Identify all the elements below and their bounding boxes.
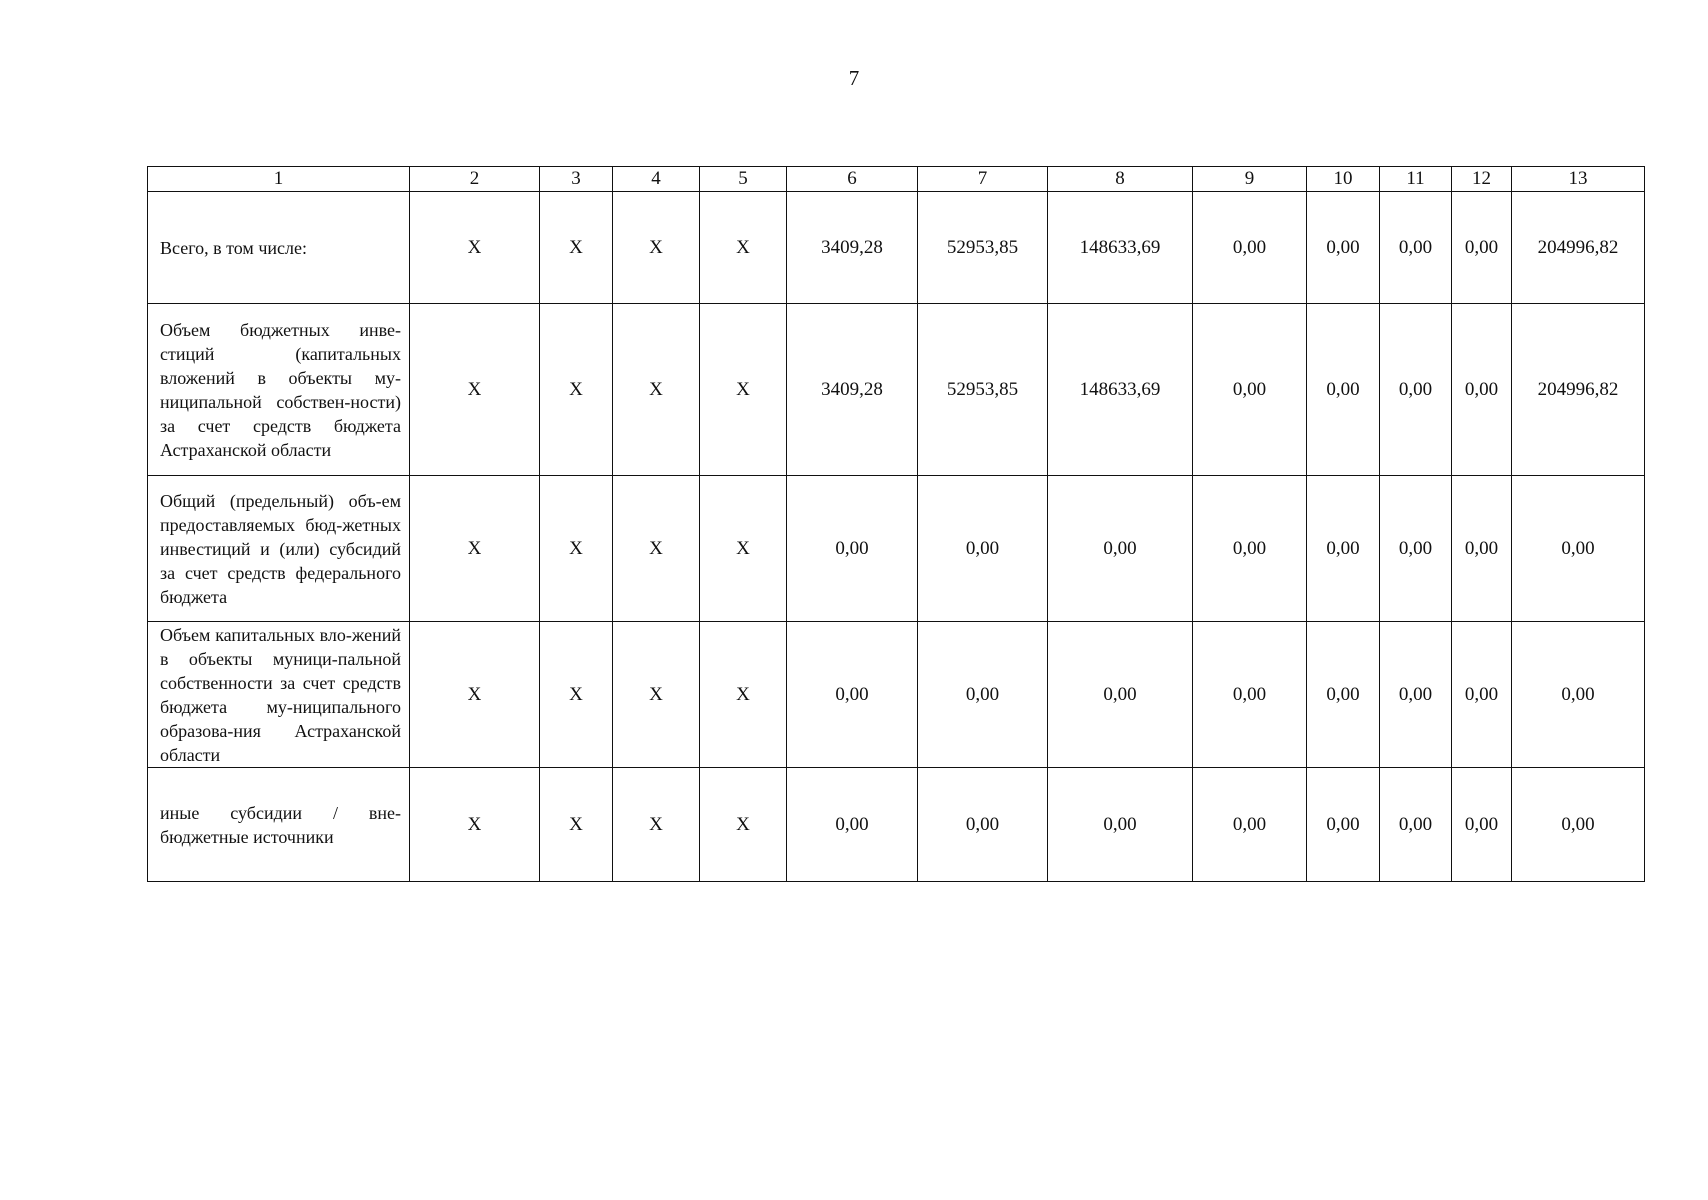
table-cell: X [410, 768, 540, 882]
table-cell: X [540, 192, 613, 304]
table-cell: X [540, 622, 613, 768]
table-cell: 0,00 [1380, 192, 1452, 304]
table-row-regional-budget [148, 304, 1645, 476]
table-cell: 0,00 [918, 476, 1048, 622]
table-cell: 0,00 [1307, 622, 1380, 768]
table-cell: X [700, 768, 787, 882]
table-cell: 0,00 [1193, 622, 1307, 768]
table-cell: 0,00 [1193, 768, 1307, 882]
table-cell: 0,00 [1307, 192, 1380, 304]
table-cell: 148633,69 [1048, 192, 1193, 304]
header-row [148, 167, 1645, 192]
table-cell: 204996,82 [1512, 192, 1645, 304]
column-header-10: 10 [1307, 167, 1380, 192]
table-cell: 0,00 [1307, 476, 1380, 622]
table-cell: 0,00 [787, 768, 918, 882]
table-cell: 52953,85 [918, 304, 1048, 476]
column-header-6: 6 [787, 167, 918, 192]
table-cell: 0,00 [1048, 768, 1193, 882]
table-cell: 0,00 [1380, 622, 1452, 768]
table-cell: 0,00 [1452, 476, 1512, 622]
table-cell: 0,00 [1452, 622, 1512, 768]
table-cell: 0,00 [1193, 192, 1307, 304]
table-cell: 0,00 [1512, 768, 1645, 882]
table-cell: X [700, 622, 787, 768]
table-cell: 0,00 [1193, 304, 1307, 476]
table-cell: X [410, 192, 540, 304]
table-cell: X [700, 192, 787, 304]
table-cell: 0,00 [1048, 476, 1193, 622]
column-header-9: 9 [1193, 167, 1307, 192]
table-cell: X [540, 476, 613, 622]
table-cell: X [613, 192, 700, 304]
table-cell: X [613, 304, 700, 476]
table-cell: 0,00 [1193, 476, 1307, 622]
table-cell: 0,00 [1452, 304, 1512, 476]
table-cell: X [700, 476, 787, 622]
row-label: Всего, в том числе: [148, 192, 410, 304]
table-header [148, 167, 1645, 192]
column-header-5: 5 [700, 167, 787, 192]
table-cell: 3409,28 [787, 192, 918, 304]
table-cell: X [410, 622, 540, 768]
column-header-13: 13 [1512, 167, 1645, 192]
table-cell: 0,00 [1048, 622, 1193, 768]
row-label: Общий (предельный) объ-ем предоставляемых бюд-жетных инвестиций и (или) субсидий за счет средств федерального бюджета [148, 476, 410, 622]
table-cell: 3409,28 [787, 304, 918, 476]
table-cell: 0,00 [1307, 304, 1380, 476]
table-cell: 0,00 [1307, 768, 1380, 882]
table-cell: 0,00 [1380, 476, 1452, 622]
table-row-municipal-budget [148, 622, 1645, 768]
table-cell: 52953,85 [918, 192, 1048, 304]
page-number: 7 [848, 66, 860, 90]
table-cell: 0,00 [787, 622, 918, 768]
table-cell: 0,00 [1452, 768, 1512, 882]
table-row-federal-budget [148, 476, 1645, 622]
table-body [148, 192, 1645, 882]
table-cell: 0,00 [918, 622, 1048, 768]
column-header-3: 3 [540, 167, 613, 192]
investment-table [147, 166, 1645, 882]
row-label: Объем капитальных вло-жений в объекты муници-пальной собственности за счет средств бюджета му-ниципального образова-ния Астраханской области [148, 622, 410, 768]
column-header-8: 8 [1048, 167, 1193, 192]
column-header-1: 1 [148, 167, 410, 192]
row-label: иные субсидии / вне-бюджетные источники [148, 768, 410, 882]
table-cell: X [410, 476, 540, 622]
table-cell: X [613, 476, 700, 622]
table-cell: X [540, 768, 613, 882]
column-header-12: 12 [1452, 167, 1512, 192]
table-cell: X [540, 304, 613, 476]
table-cell: 148633,69 [1048, 304, 1193, 476]
table-cell: 204996,82 [1512, 304, 1645, 476]
table-cell: X [613, 622, 700, 768]
table-row-total [148, 192, 1645, 304]
table-cell: 0,00 [1512, 622, 1645, 768]
table-cell: 0,00 [1380, 768, 1452, 882]
row-label: Объем бюджетных инве-стиций (капитальных вложений в объекты му-ниципальной собствен-ности) за счет средств бюджета Астраханской области [148, 304, 410, 476]
table-cell: 0,00 [1380, 304, 1452, 476]
table-cell: X [613, 768, 700, 882]
table-cell: 0,00 [1512, 476, 1645, 622]
column-header-7: 7 [918, 167, 1048, 192]
table-cell: 0,00 [1452, 192, 1512, 304]
table-cell: 0,00 [918, 768, 1048, 882]
column-header-4: 4 [613, 167, 700, 192]
table-cell: 0,00 [787, 476, 918, 622]
column-header-11: 11 [1380, 167, 1452, 192]
column-header-2: 2 [410, 167, 540, 192]
table-cell: X [410, 304, 540, 476]
table-cell: X [700, 304, 787, 476]
table-row-other-sources [148, 768, 1645, 882]
